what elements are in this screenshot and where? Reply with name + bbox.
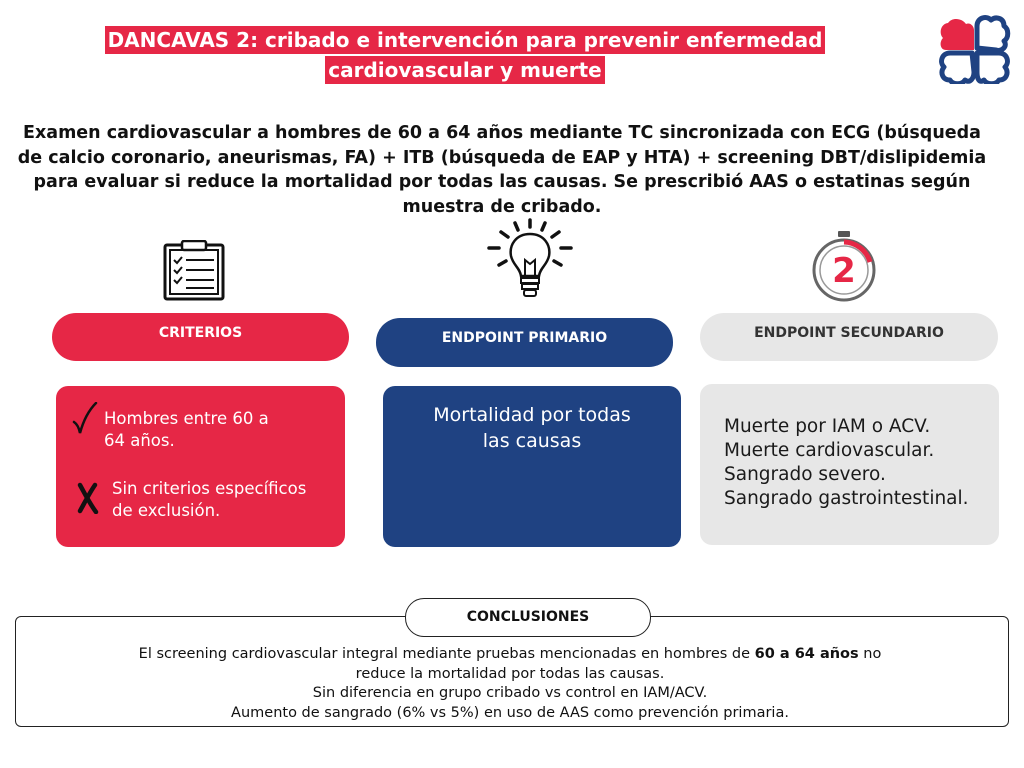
conclusiones-text [60, 645, 960, 723]
study-description: Examen cardiovascular a hombres de 60 a 64 años mediante TC sincronizada con ECG (búsqueda de calcio coronario, aneurismas, FA) + ITB (búsqueda de EAP y HTA) + screening DBT/dislipidemia para evaluar si reduce la mortalidad por todas las causas. Se prescribió AAS o estatinas según muestra de cribado. [17, 123, 987, 217]
conclusion-line-1-pre: El screening cardiovascular integral mediante pruebas mencionadas en hombres de [138, 646, 755, 662]
page-title [70, 26, 860, 86]
stopwatch-2-icon [810, 230, 878, 302]
clipboard-checklist-icon [162, 240, 226, 302]
title-line-2: cardiovascular y muerte [325, 56, 604, 84]
conclusion-line-1 [60, 645, 960, 665]
conclusion-line-1-post: no [858, 646, 882, 662]
criterios-card [56, 386, 345, 547]
list-item: Sangrado gastrointestinal. [724, 488, 969, 509]
exclusion-line-1: Sin criterios específicos [112, 479, 307, 498]
exclusion-criteria [112, 478, 306, 522]
endpoint-primario-card [383, 386, 681, 547]
hearts-clover-logo-icon [938, 14, 1012, 84]
endpoint-secundario-label: ENDPOINT SECUNDARIO [700, 313, 998, 361]
cross-mark-icon [76, 482, 100, 518]
primary-line-1: Mortalidad por todas [433, 404, 631, 426]
list-item: Muerte por IAM o ACV. [724, 416, 931, 437]
endpoint-secundario-card [700, 384, 999, 545]
list-item: Sangrado severo. [724, 464, 886, 485]
conclusiones-label: CONCLUSIONES [405, 598, 651, 637]
inclusion-criteria [104, 408, 269, 452]
conclusion-line-3: Sin diferencia en grupo cribado vs control en IAM/ACV. [312, 685, 708, 701]
conclusion-line-4: Aumento de sangrado (6% vs 5%) en uso de AAS como prevención primaria. [231, 704, 789, 721]
stopwatch-number: 2 [832, 251, 856, 291]
secondary-endpoint-list [724, 415, 969, 511]
inclusion-line-1: Hombres entre 60 a [104, 409, 269, 428]
list-item: Muerte cardiovascular. [724, 440, 935, 461]
title-line-1: DANCAVAS 2: cribado e intervención para prevenir enfermedad [105, 26, 826, 54]
conclusion-line-2: reduce la mortalidad por todas las causas. [355, 665, 665, 682]
inclusion-line-2: 64 años. [104, 431, 175, 450]
lightbulb-icon [485, 218, 575, 302]
primary-line-2: las causas [482, 430, 582, 452]
conclusion-age-range: 60 a 64 años [754, 646, 859, 662]
endpoint-primario-label: ENDPOINT PRIMARIO [376, 318, 673, 367]
primary-endpoint-text [401, 402, 663, 454]
check-mark-icon [72, 402, 98, 440]
exclusion-line-2: de exclusión. [112, 501, 221, 520]
criterios-label: CRITERIOS [52, 313, 349, 361]
